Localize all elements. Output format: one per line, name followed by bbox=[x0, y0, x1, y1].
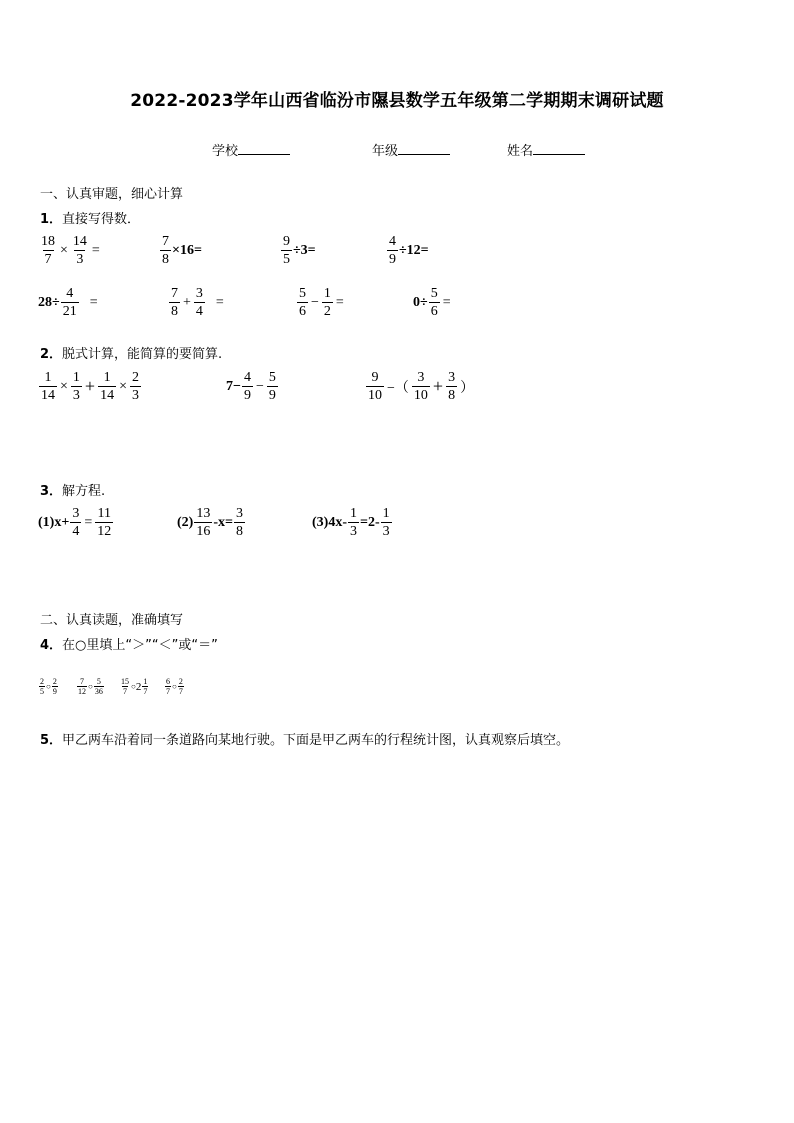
math-text: ÷12= bbox=[399, 242, 429, 258]
math-text: = bbox=[84, 514, 93, 530]
numerator: 1 bbox=[72, 370, 80, 385]
denominator: 10 bbox=[413, 388, 428, 403]
denominator: 12 bbox=[78, 687, 86, 696]
denominator: 9 bbox=[389, 252, 396, 267]
denominator: 7 bbox=[166, 687, 170, 696]
question-text: 脱式计算，能简算的要简算. bbox=[62, 347, 223, 362]
math-text: 28÷ bbox=[38, 294, 60, 310]
denominator: 2 bbox=[323, 304, 331, 319]
q4-compare-1 bbox=[38, 677, 59, 696]
fraction bbox=[429, 285, 440, 320]
fraction bbox=[194, 285, 205, 320]
fraction bbox=[381, 505, 392, 540]
numerator: 7 bbox=[171, 286, 178, 301]
fraction bbox=[95, 505, 113, 540]
fraction bbox=[120, 677, 130, 696]
fraction bbox=[348, 505, 359, 540]
numerator: 2 bbox=[40, 677, 44, 686]
numerator: 14 bbox=[72, 234, 87, 249]
q1-expr-8 bbox=[413, 285, 453, 320]
fraction bbox=[387, 233, 398, 268]
fraction bbox=[61, 285, 79, 320]
denominator: 14 bbox=[41, 388, 55, 403]
math-text: =2- bbox=[360, 514, 380, 530]
math-text: -x= bbox=[213, 514, 233, 530]
q1-expr-1 bbox=[38, 233, 102, 268]
math-text: ×16= bbox=[172, 242, 202, 258]
numerator: 1 bbox=[44, 370, 52, 385]
math-text: (3)4x- bbox=[312, 514, 347, 530]
grade-field bbox=[372, 140, 450, 159]
numerator: 13 bbox=[196, 506, 211, 521]
math-text: × bbox=[60, 242, 68, 258]
q1-expr-4 bbox=[386, 233, 429, 268]
numerator: 1 bbox=[350, 506, 357, 521]
question-number: 3． bbox=[40, 484, 63, 499]
q1-expr-5 bbox=[38, 285, 100, 320]
numerator: 6 bbox=[166, 677, 170, 686]
math-text: 0÷ bbox=[413, 294, 428, 310]
numerator: 3 bbox=[417, 370, 425, 385]
answer-circle[interactable]: ○ bbox=[172, 682, 177, 691]
fraction bbox=[160, 233, 171, 268]
question-5 bbox=[40, 729, 569, 748]
denominator: 9 bbox=[52, 687, 57, 696]
fraction bbox=[71, 233, 89, 268]
q1-expr-6 bbox=[168, 285, 226, 320]
denominator: 3 bbox=[382, 524, 390, 539]
numerator: 1 bbox=[103, 370, 111, 385]
denominator: 9 bbox=[243, 388, 251, 403]
fraction bbox=[366, 369, 384, 404]
denominator: 6 bbox=[299, 304, 306, 319]
fraction bbox=[39, 233, 57, 268]
numerator: 7 bbox=[162, 234, 169, 249]
numerator: 2 bbox=[52, 677, 57, 686]
question-2 bbox=[40, 343, 222, 362]
denominator: 8 bbox=[171, 304, 178, 319]
q3-equation-2 bbox=[177, 505, 246, 540]
numerator: 15 bbox=[121, 677, 129, 686]
fraction bbox=[446, 369, 457, 404]
denominator: 7 bbox=[44, 252, 52, 267]
denominator: 12 bbox=[97, 524, 112, 539]
numerator: 5 bbox=[96, 677, 101, 686]
fraction bbox=[71, 369, 82, 404]
math-text: + bbox=[183, 294, 191, 310]
fraction bbox=[242, 369, 253, 404]
math-text: (1)x+ bbox=[38, 514, 70, 530]
math-text: × bbox=[60, 378, 68, 394]
math-text: × bbox=[119, 378, 127, 394]
numerator: 4 bbox=[243, 370, 251, 385]
denominator: 6 bbox=[430, 304, 438, 319]
numerator: 2 bbox=[178, 677, 183, 686]
q1-expr-7 bbox=[296, 285, 346, 320]
denominator: 8 bbox=[235, 524, 243, 539]
q2-expr-2 bbox=[226, 369, 279, 404]
fraction bbox=[322, 285, 333, 320]
name-label: 姓名 bbox=[507, 144, 534, 159]
numerator: 2 bbox=[131, 370, 139, 385]
numerator: 18 bbox=[41, 234, 55, 249]
denominator: 7 bbox=[143, 687, 148, 696]
math-text: −（ bbox=[387, 380, 409, 396]
fraction bbox=[234, 505, 245, 540]
numerator: 1 bbox=[323, 286, 331, 301]
denominator: 4 bbox=[72, 524, 80, 539]
math-text: = bbox=[89, 294, 98, 310]
question-3 bbox=[40, 480, 105, 499]
question-number: 4． bbox=[40, 638, 63, 653]
numerator: 3 bbox=[195, 286, 203, 301]
numerator: 3 bbox=[448, 370, 456, 385]
math-text: = bbox=[91, 242, 100, 258]
fraction bbox=[281, 233, 292, 268]
math-text: = bbox=[335, 294, 344, 310]
question-number: 2． bbox=[40, 347, 63, 362]
answer-circle[interactable]: ○ bbox=[46, 682, 51, 691]
fraction bbox=[142, 677, 148, 696]
math-text: = bbox=[215, 294, 224, 310]
numerator: 3 bbox=[72, 506, 80, 521]
fraction bbox=[178, 677, 184, 696]
fraction bbox=[94, 677, 104, 696]
q2-expr-3 bbox=[365, 369, 476, 404]
denominator: 5 bbox=[40, 687, 44, 696]
denominator: 36 bbox=[94, 687, 103, 696]
numerator: 1 bbox=[382, 506, 390, 521]
answer-circle[interactable]: ○ bbox=[88, 682, 93, 691]
question-4 bbox=[40, 634, 218, 653]
denominator: 14 bbox=[100, 388, 115, 403]
fraction bbox=[70, 505, 81, 540]
question-number: 1． bbox=[40, 212, 63, 227]
question-1 bbox=[40, 208, 140, 227]
denominator: 3 bbox=[350, 524, 357, 539]
math-text: ÷3= bbox=[293, 242, 316, 258]
math-text: 7− bbox=[226, 378, 241, 394]
q3-equation-3 bbox=[312, 505, 393, 540]
math-text: ） bbox=[460, 380, 475, 396]
question-text: 直接写得数． bbox=[62, 212, 141, 227]
numerator: 4 bbox=[66, 286, 74, 301]
denominator: 10 bbox=[368, 388, 382, 403]
q1-expr-2 bbox=[159, 233, 202, 268]
section-2-heading: 二、认真读题，准确填写 bbox=[40, 613, 184, 628]
q4-compare-4 bbox=[164, 677, 185, 696]
denominator: 16 bbox=[196, 524, 211, 539]
fraction bbox=[130, 369, 141, 404]
numerator: 4 bbox=[389, 234, 396, 249]
denominator: 4 bbox=[195, 304, 203, 319]
numerator: 11 bbox=[97, 506, 111, 521]
numerator: 5 bbox=[268, 370, 276, 385]
fraction bbox=[39, 677, 45, 696]
numerator: 9 bbox=[371, 370, 379, 385]
question-text: 解方程. bbox=[62, 484, 106, 499]
page-title: 2022-2023学年山西省临汾市隰县数学五年级第二学期期末调研试题 bbox=[130, 91, 664, 111]
numerator: 3 bbox=[235, 506, 243, 521]
fraction bbox=[98, 369, 116, 404]
math-text: (2) bbox=[177, 514, 194, 530]
denominator: 7 bbox=[178, 687, 183, 696]
denominator: 8 bbox=[448, 388, 456, 403]
fraction bbox=[165, 677, 171, 696]
question-number: 5． bbox=[40, 733, 63, 748]
denominator: 5 bbox=[283, 252, 290, 267]
section-1-heading: 一、认真审题，细心计算 bbox=[40, 187, 184, 202]
q1-expr-3 bbox=[280, 233, 316, 268]
denominator: 8 bbox=[162, 252, 169, 267]
fraction bbox=[297, 285, 308, 320]
fraction bbox=[77, 677, 87, 696]
numerator: 5 bbox=[430, 286, 438, 301]
fraction bbox=[267, 369, 278, 404]
school-label: 学校 bbox=[212, 144, 239, 159]
denominator: 3 bbox=[76, 252, 84, 267]
math-text: − bbox=[255, 378, 264, 394]
numerator: 1 bbox=[143, 677, 148, 686]
fraction bbox=[194, 505, 212, 540]
q2-expr-1 bbox=[38, 369, 142, 404]
q4-compare-3: $\frac{15}{7}$ ○ 2 $\frac{1}{7}$ bbox=[121, 677, 148, 696]
fraction bbox=[52, 677, 58, 696]
math-text: + bbox=[84, 376, 96, 396]
grade-blank[interactable] bbox=[398, 142, 450, 155]
denominator: 7 bbox=[123, 687, 127, 696]
math-text: + bbox=[432, 376, 444, 396]
fraction bbox=[412, 369, 430, 404]
numerator: 5 bbox=[299, 286, 306, 301]
denominator: 9 bbox=[268, 388, 276, 403]
denominator: 21 bbox=[62, 304, 77, 319]
q3-equation-1 bbox=[38, 505, 114, 540]
grade-label: 年级 bbox=[372, 144, 399, 159]
math-text: = bbox=[442, 294, 451, 310]
answer-circle[interactable]: ○ bbox=[131, 682, 136, 691]
question-text: 在○里填上“＞”“＜”或“＝” bbox=[62, 638, 218, 653]
question-text: 甲乙两车沿着同一条道路向某地行驶。下面是甲乙两车的行程统计图，认真观察后填空。 bbox=[62, 733, 570, 748]
school-blank[interactable] bbox=[238, 142, 290, 155]
q4-compare-2 bbox=[76, 677, 105, 696]
denominator: 3 bbox=[72, 388, 80, 403]
fraction bbox=[169, 285, 180, 320]
math-text: − bbox=[311, 294, 319, 310]
numerator: 9 bbox=[283, 234, 290, 249]
name-field bbox=[507, 140, 585, 159]
numerator: 7 bbox=[80, 677, 84, 686]
name-blank[interactable] bbox=[533, 142, 585, 155]
school-field bbox=[212, 140, 290, 159]
denominator: 3 bbox=[131, 388, 139, 403]
fraction bbox=[39, 369, 57, 404]
